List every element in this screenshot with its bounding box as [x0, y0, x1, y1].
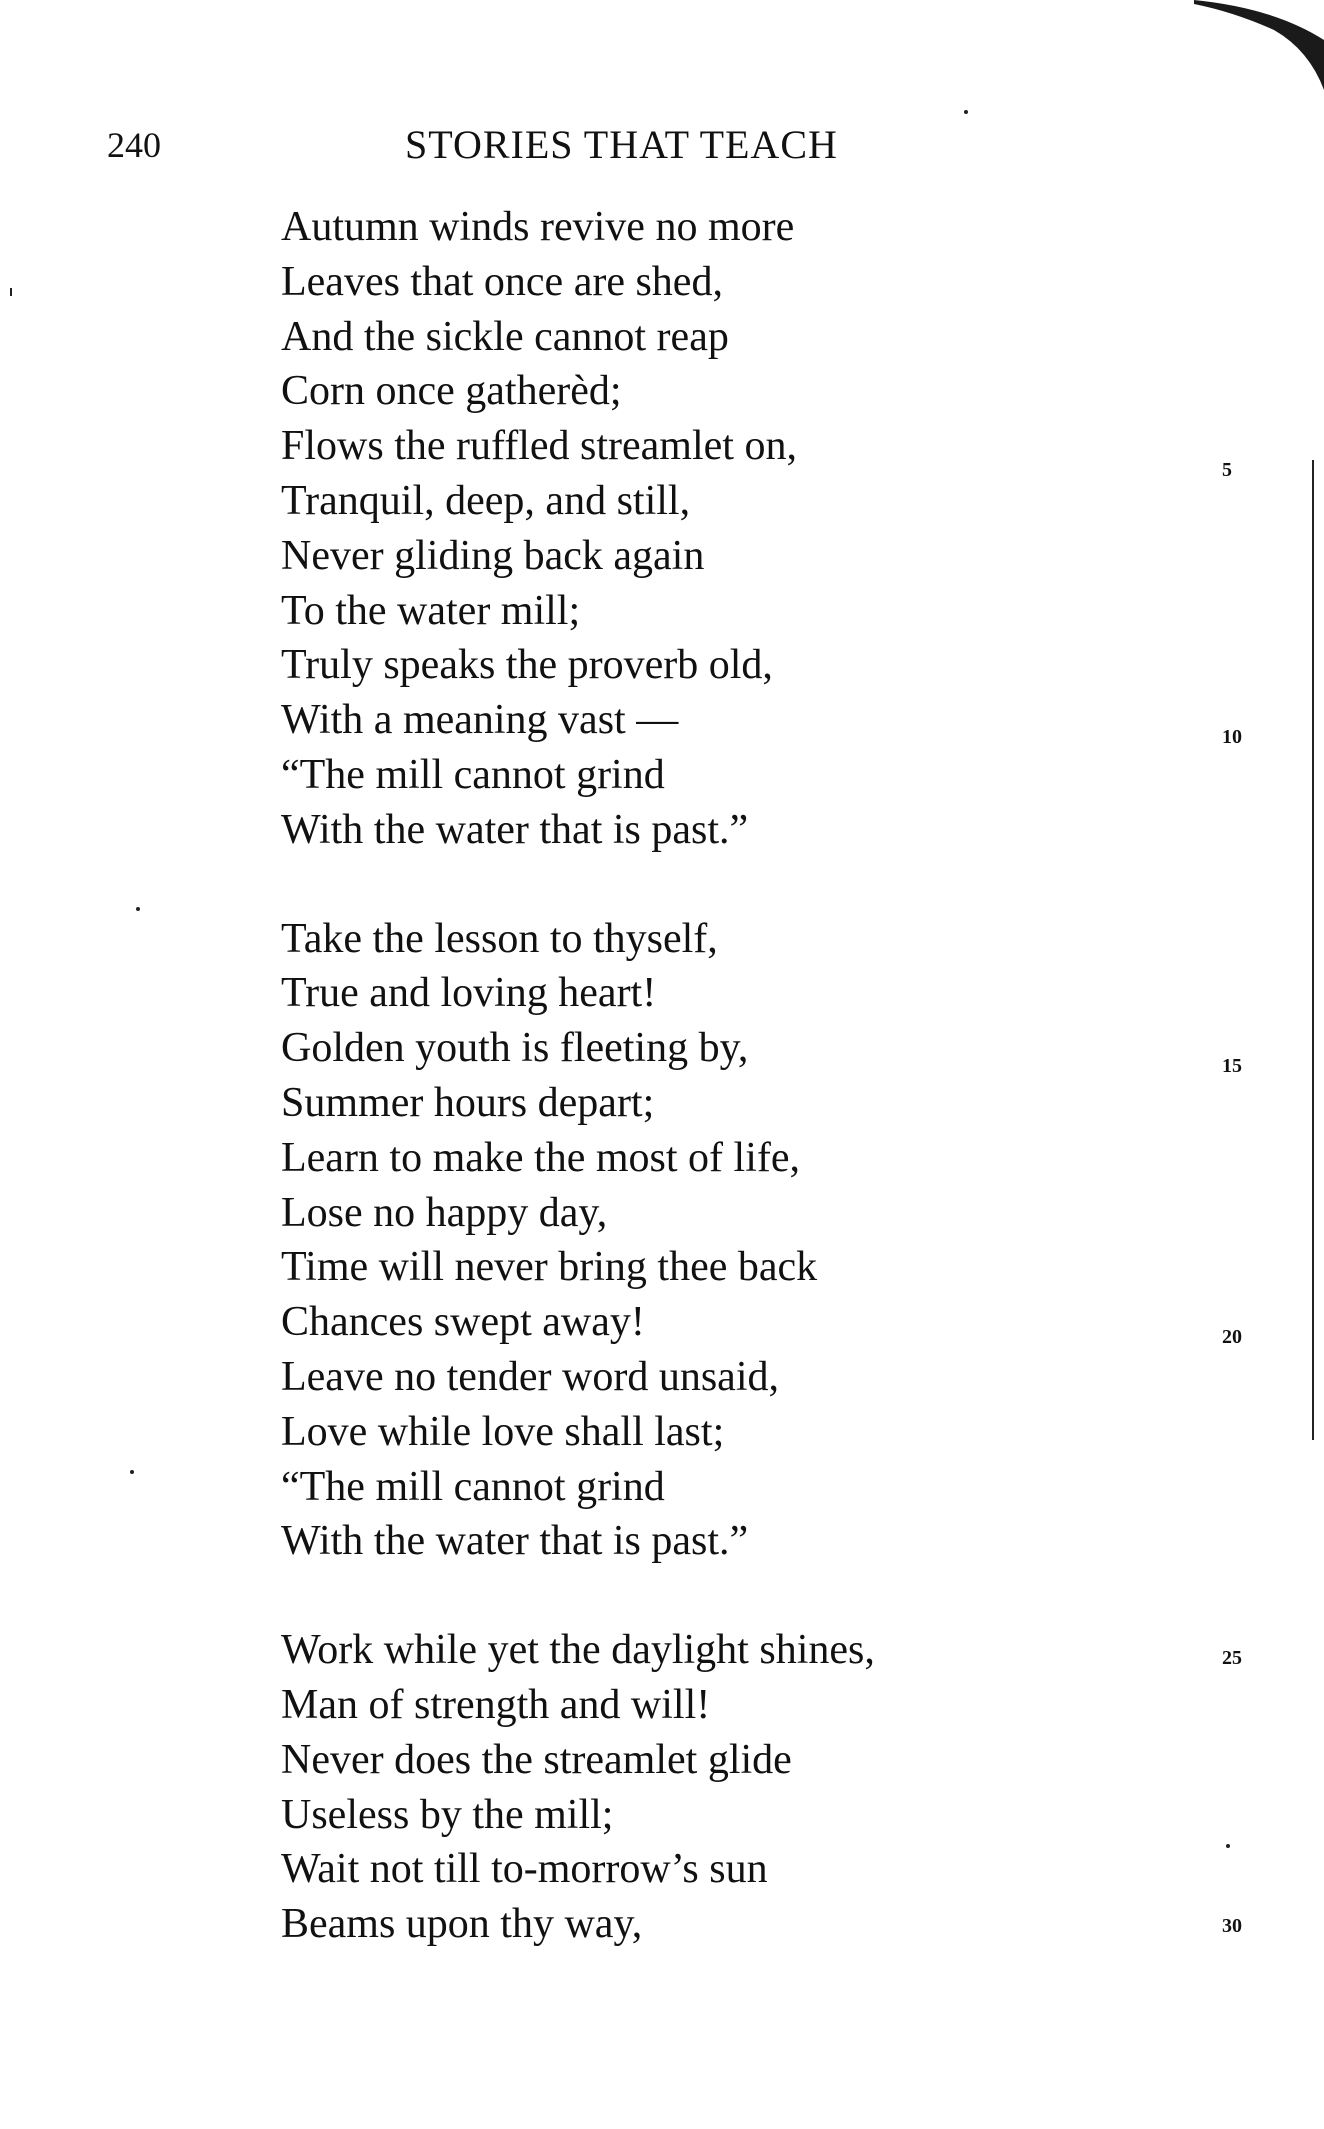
poem-line: True and loving heart!: [281, 970, 657, 1017]
poem-line: Love while love shall last;: [281, 1408, 725, 1455]
line-number: 15: [1222, 1055, 1242, 1077]
poem-line: Tranquil, deep, and still,: [281, 477, 691, 524]
poem-line: Man of strength and will!: [281, 1681, 711, 1728]
poem-line: Wait not till to-morrow’s sun: [281, 1846, 768, 1893]
line-number: 25: [1222, 1647, 1242, 1669]
poem-line: Work while yet the daylight shines,: [281, 1627, 875, 1674]
poem-line: With the water that is past.”: [281, 806, 749, 853]
stanza-2: [281, 912, 1181, 1570]
line-number: 10: [1222, 726, 1242, 748]
poem-line: Time will never bring thee back: [281, 1244, 818, 1291]
page-number: 240: [107, 125, 161, 165]
poem-line: Learn to make the most of life,: [281, 1134, 800, 1181]
poem-line: Leaves that once are shed,: [281, 258, 723, 305]
poem-line: Useless by the mill;: [281, 1791, 614, 1838]
poem-line: Never does the streamlet glide: [281, 1736, 792, 1783]
poem-body: [281, 200, 1181, 2006]
poem-line: Lose no happy day,: [281, 1189, 608, 1236]
line-number: 5: [1222, 459, 1232, 481]
page-corner-shadow: [1124, 0, 1324, 90]
speck: [130, 1470, 134, 1474]
stanza-1: [281, 200, 1181, 858]
poem-line: And the sickle cannot reap: [281, 313, 729, 360]
poem-line: Beams upon thy way,: [281, 1901, 643, 1948]
stanza-3: [281, 1623, 1181, 1952]
poem-line: Never gliding back again: [281, 532, 705, 579]
speck: [136, 907, 140, 911]
speck: [10, 288, 12, 296]
line-number: 20: [1222, 1326, 1242, 1348]
line-number: 30: [1222, 1915, 1242, 1937]
poem-line: Flows the ruffled streamlet on,: [281, 423, 797, 470]
poem-line: With the water that is past.”: [281, 1518, 749, 1565]
poem-line: Corn once gatherèd;: [281, 368, 622, 415]
running-title: STORIES THAT TEACH: [405, 122, 838, 167]
poem-line: Truly speaks the proverb old,: [281, 642, 773, 689]
poem-line: To the water mill;: [281, 587, 581, 634]
page-edge-rule: [1312, 460, 1314, 1440]
poem-line: Leave no tender word unsaid,: [281, 1353, 779, 1400]
poem-line: Golden youth is fleeting by,: [281, 1025, 749, 1072]
poem-line: Autumn winds revive no more: [281, 204, 795, 250]
speck: [964, 110, 968, 114]
poem-line: Chances swept away!: [281, 1299, 645, 1346]
poem-line: Summer hours depart;: [281, 1079, 655, 1126]
speck: [1226, 1844, 1230, 1848]
poem-line: With a meaning vast —: [281, 697, 679, 744]
poem-line: “The mill cannot grind: [281, 751, 665, 798]
poem-line: “The mill cannot grind: [281, 1463, 665, 1510]
poem-line: Take the lesson to thyself,: [281, 915, 718, 962]
